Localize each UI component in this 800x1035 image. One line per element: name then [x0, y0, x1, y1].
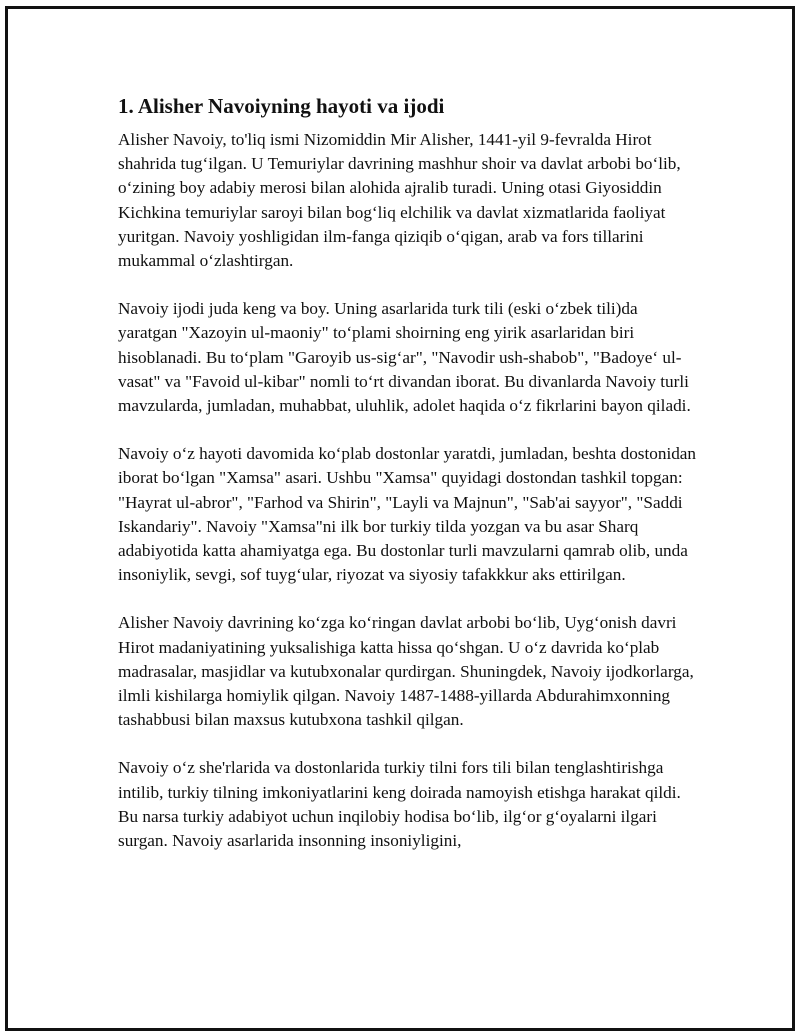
paragraph-4: Alisher Navoiy davrining ko‘zga ko‘ringan davlat arbobi bo‘lib, Uyg‘onish davri Hirot madaniyatining yuksalishiga katta hissa qo‘shgan. U o‘z davrida ko‘plab madrasalar, masjidlar va kutubxonalar qurdirgan. Shuningdek, Navoiy ijodkorlarga, ilmli kishilarga homiylik qilgan. Navoiy 1487-1488-yillarda Abdurahimxonning tashabbusi bilan maxsus kutubxona tashkil qilgan.	[118, 613, 694, 730]
paragraph-5: Navoiy o‘z she'rlarida va dostonlarida turkiy tilni fors tili bilan tenglashtirishga intilib, turkiy tilning imkoniyatlarini keng doirada namoyish etishga harakat qildi. Bu narsa turkiy adabiyot uchun inqilobiy hodisa bo‘lib, ilg‘or g‘oyalarni ilgari surgan. Navoiy asarlarida insonning insoniyligini,	[118, 758, 681, 851]
paragraph-1: Alisher Navoiy, to'liq ismi Nizomiddin Mir Alisher, 1441-yil 9-fevralda Hirot shahrida tug‘ilgan. U Temuriylar davrining mashhur shoir va davlat arbobi bo‘lib, o‘zining boy adabiy merosi bilan alohida ajralib turadi. Uning otasi Giyosiddin Kichkina temuriylar saroyi bilan bog‘liq elchilik va davlat xizmatlarida faoliyat yuritgan. Navoiy yoshligidan ilm-fanga qiziqib o‘qigan, arab va fors tillarini mukammal o‘zlashtirgan.	[118, 130, 681, 271]
section-heading: 1. Alisher Navoiyning hayoti va ijodi	[118, 94, 445, 118]
paragraph-3: Navoiy o‘z hayoti davomida ko‘plab dostonlar yaratdi, jumladan, beshta dostonidan iborat bo‘lgan "Xamsa" asari. Ushbu "Xamsa" quyidagi dostondan tashkil topgan: "Hayrat ul-abror", "Farhod va Shirin", "Layli va Majnun", "Sab'ai sayyor", "Saddi Iskandariy". Navoiy "Xamsa"ni ilk bor turkiy tilda yozgan va bu asar Sharq adabiyotida katta ahamiyatga ega. Bu dostonlar turli mavzularni qamrab olib, unda insoniylik, sevgi, sof tuyg‘ular, riyozat va siyosiy tafakkkur aks ettirilgan.	[118, 444, 697, 585]
document-body	[118, 92, 698, 877]
paragraph-2: Navoiy ijodi juda keng va boy. Uning asarlarida turk tili (eski o‘zbek tili)da yaratgan "Xazoyin ul-maoniy" to‘plami shoirning eng yirik asarlaridan biri hisoblanadi. Bu to‘plam "Garoyib us-sig‘ar", "Navodir ush-shabob", "Badoye‘ ul-vasat" va "Favoid ul-kibar" nomli to‘rt divandan iborat. Bu divanlarda Navoiy turli mavzularda, jumladan, muhabbat, uluhlik, adolet haqida o‘z fikrlarini bayon qiladi.	[118, 299, 691, 416]
